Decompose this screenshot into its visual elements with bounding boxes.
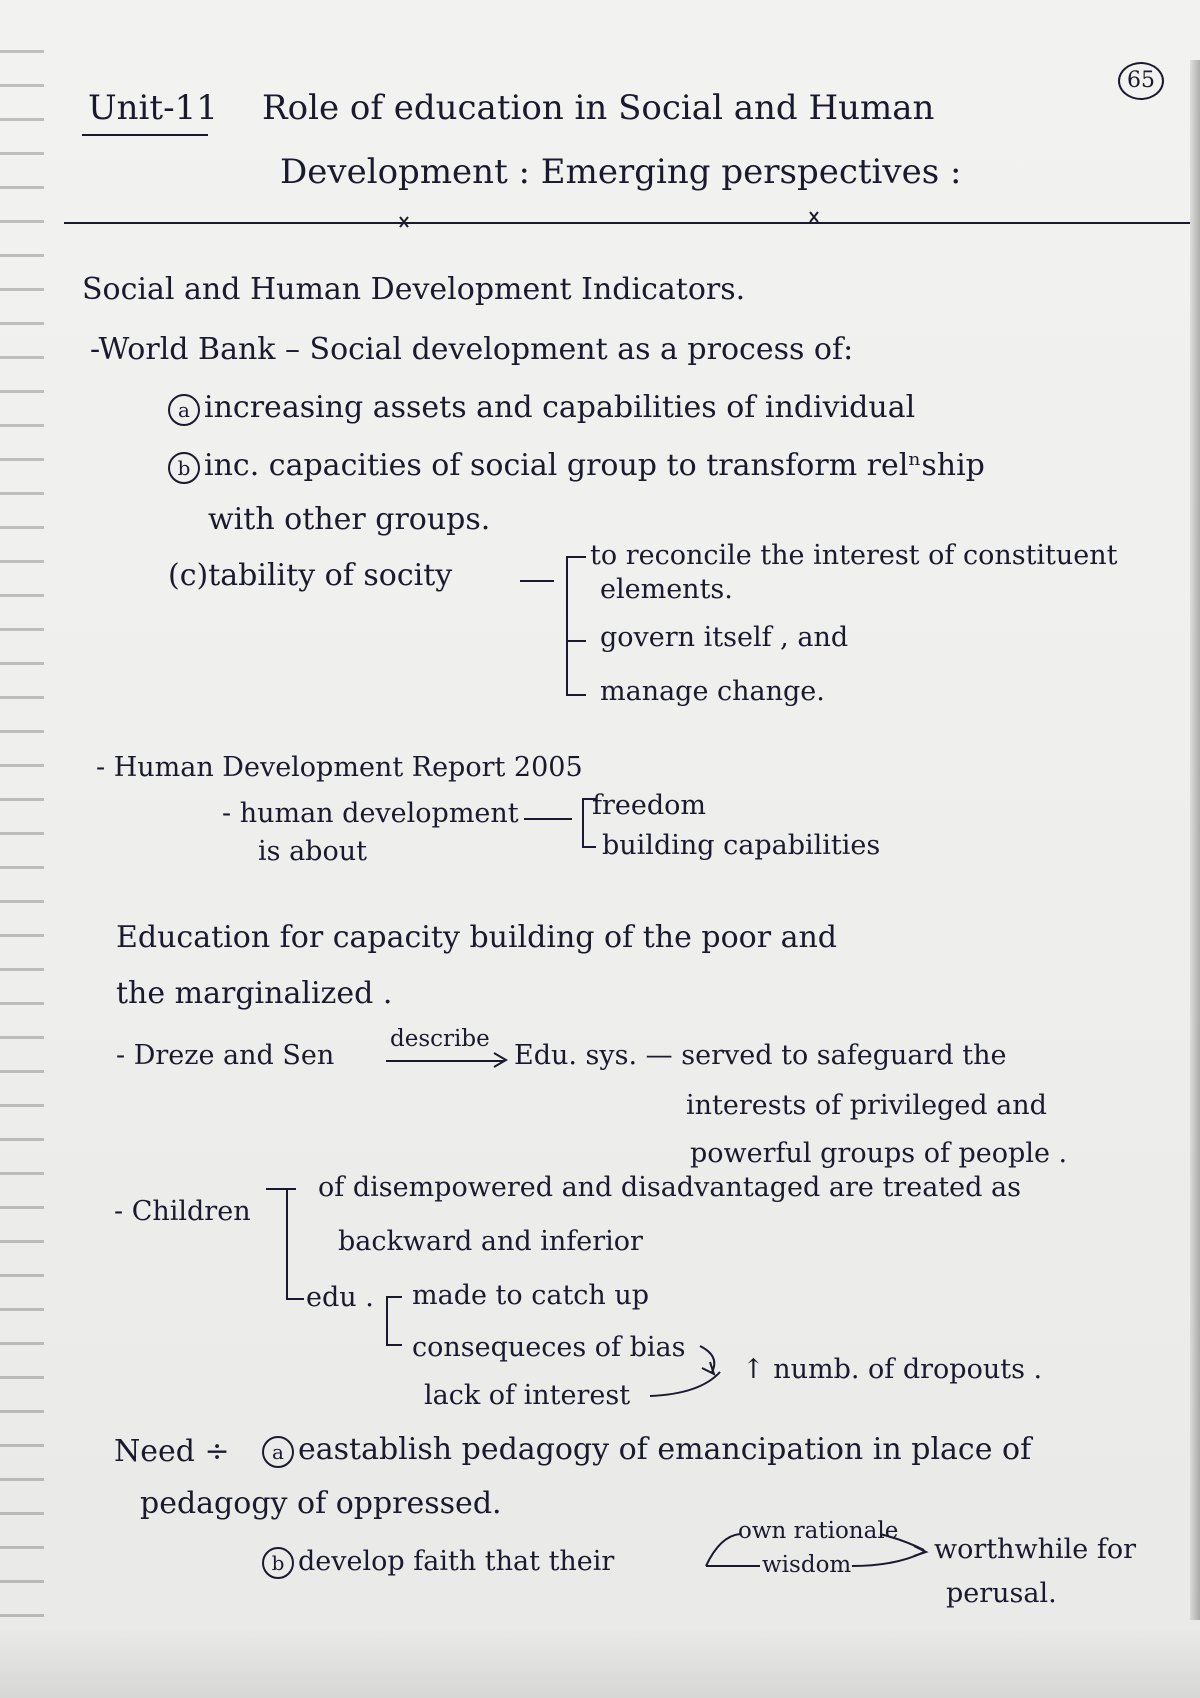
need-b-text: develop faith that their — [298, 1546, 615, 1577]
dropouts-text: ↑ numb. of dropouts . — [742, 1354, 1043, 1385]
need-a-cont: pedagogy of oppressed. — [140, 1486, 502, 1521]
need-a-marker: a — [262, 1436, 294, 1468]
interest-arrow — [650, 1372, 720, 1396]
title-line1: Role of education in Social and Human — [262, 88, 935, 128]
need-b-end2: perusal. — [946, 1578, 1057, 1609]
edu-branch1: made to catch up — [412, 1280, 650, 1311]
dreze-left: - Dreze and Sen — [116, 1040, 335, 1071]
section2-heading2: the marginalized . — [116, 976, 393, 1011]
dropouts-arrow-head — [702, 1362, 714, 1374]
item-b-text: inc. capacities of social group to transform relⁿship — [204, 448, 985, 483]
item-b-marker: b — [168, 452, 200, 484]
divider-x-mark-left — [400, 217, 408, 227]
page-number: 65 — [1118, 62, 1164, 100]
item-b-cont: with other groups. — [208, 502, 491, 537]
unit-label: Unit-11 — [88, 88, 218, 128]
item-c-branch1: to reconcile the interest of constituent — [590, 540, 1118, 571]
edu-branch3: lack of interest — [424, 1380, 631, 1411]
need-label: Need ÷ — [114, 1434, 230, 1469]
item-c: (c)tability of socity — [168, 558, 453, 593]
need-b-option2: wisdom — [762, 1552, 852, 1578]
dreze-line2: interests of privileged and — [686, 1090, 1047, 1121]
item-a-text: increasing assets and capabilities of individual — [204, 390, 916, 425]
need-a-text: eastablish pedagogy of emancipation in place of — [298, 1432, 1032, 1467]
divider-x-mark-right — [810, 212, 818, 222]
item-a-marker: a — [168, 394, 200, 426]
dreze-line3: powerful groups of people . — [690, 1138, 1068, 1169]
item-c-branch3: manage change. — [600, 676, 825, 707]
hdr-sub2: is about — [258, 836, 367, 867]
world-bank-line: -World Bank – Social development as a process of: — [90, 332, 854, 367]
title-line2: Development : Emerging perspectives : — [280, 152, 962, 192]
need-b-end1: worthwhile for — [934, 1534, 1136, 1565]
need-b-marker: b — [262, 1547, 294, 1579]
edu-label: edu . — [306, 1282, 374, 1313]
hdr-branch2: building capabilities — [602, 830, 881, 861]
section1-heading: Social and Human Development Indicators. — [82, 272, 746, 307]
section2-heading1: Education for capacity building of the poor and — [116, 920, 837, 955]
children-branch1: of disempowered and disadvantaged are treated as — [318, 1172, 1021, 1203]
need-b-option1: own rationale — [738, 1518, 899, 1544]
dreze-arrow-label: describe — [390, 1026, 490, 1052]
their-option1-line — [706, 1534, 740, 1566]
edu-branch2: consequeces of bias — [412, 1332, 686, 1363]
dreze-right: Edu. sys. — served to safeguard the — [514, 1040, 1007, 1071]
children-label: - Children — [114, 1196, 251, 1227]
describe-arrow-head — [494, 1053, 506, 1067]
item-c-branch1b: elements. — [600, 574, 733, 605]
item-c-branch2: govern itself , and — [600, 622, 849, 653]
hdr-sub1: - human development — [222, 798, 519, 829]
hdr-line: - Human Development Report 2005 — [96, 752, 583, 783]
option2-worthwhile-line — [852, 1552, 924, 1566]
children-branch1b: backward and inferior — [338, 1226, 643, 1257]
hdr-branch1: freedom — [592, 790, 706, 821]
